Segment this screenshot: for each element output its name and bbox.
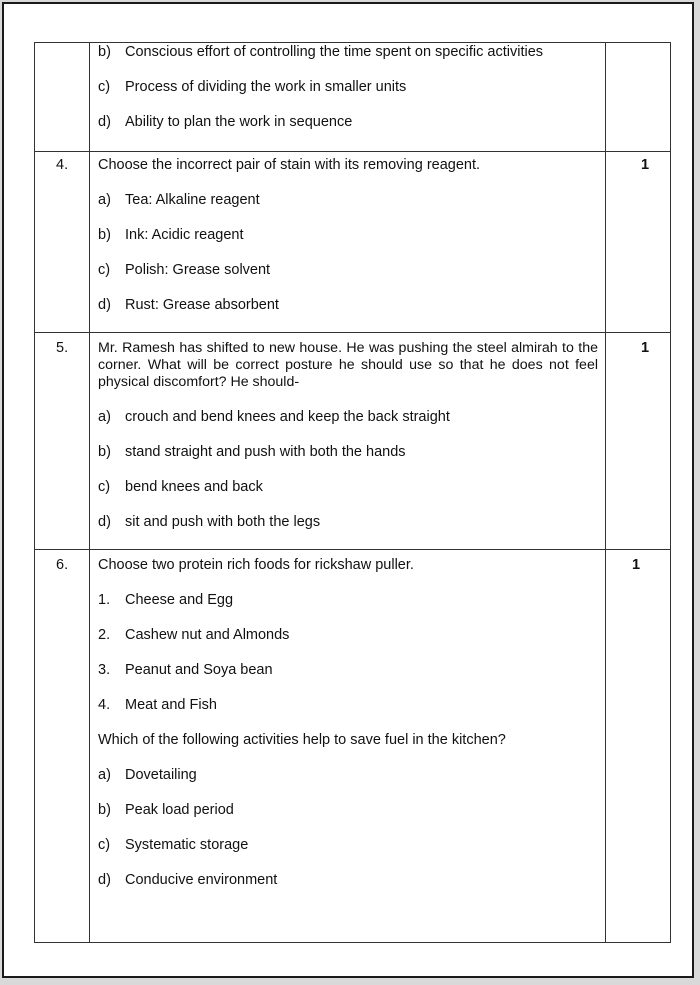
q6-marks: 1 bbox=[632, 557, 641, 573]
row-divider-4 bbox=[34, 151, 671, 152]
q6-alt-question: Which of the following activities help to save fuel in the kitchen? bbox=[98, 732, 506, 748]
q6-option-2: 2. Cashew nut and Almonds bbox=[98, 627, 290, 643]
q3-option-d: d) Ability to plan the work in sequence bbox=[98, 114, 353, 130]
q6-option-1: 1. Cheese and Egg bbox=[98, 592, 234, 608]
q5-question: Mr. Ramesh has shifted to new house. He was pushing the steel almirah to the corner. What will be correct posture he should use so that he does not feel physical discomfort? He should- bbox=[98, 340, 598, 390]
q4-option-d: d) Rust: Grease absorbent bbox=[98, 297, 279, 313]
q4-option-c: c) Polish: Grease solvent bbox=[98, 262, 271, 278]
table-divider-marks bbox=[605, 42, 606, 943]
q4-number: 4. bbox=[56, 157, 69, 173]
table-border-top bbox=[34, 42, 671, 43]
q5-marks: 1 bbox=[641, 340, 650, 356]
q6-alt-option-c: c) Systematic storage bbox=[98, 837, 249, 853]
table-border-right bbox=[670, 42, 671, 943]
q5-number: 5. bbox=[56, 340, 69, 356]
table-divider-number bbox=[89, 42, 90, 943]
q4-option-a: a) Tea: Alkaline reagent bbox=[98, 192, 260, 208]
q6-number: 6. bbox=[56, 557, 69, 573]
row-divider-6 bbox=[34, 549, 671, 550]
q6-option-3: 3. Peanut and Soya bean bbox=[98, 662, 273, 678]
q3-option-b: b) Conscious effort of controlling the time spent on specific activities bbox=[98, 44, 544, 60]
page-frame bbox=[2, 2, 694, 978]
q3-option-c: c) Process of dividing the work in smaller units bbox=[98, 79, 407, 95]
q5-option-d: d) sit and push with both the legs bbox=[98, 514, 321, 530]
q6-option-4: 4. Meat and Fish bbox=[98, 697, 217, 713]
q6-alt-option-a: a) Dovetailing bbox=[98, 767, 197, 783]
q5-option-b: b) stand straight and push with both the hands bbox=[98, 444, 406, 460]
q6-question: Choose two protein rich foods for rickshaw puller. bbox=[98, 557, 414, 573]
q5-option-a: a) crouch and bend knees and keep the back straight bbox=[98, 409, 450, 425]
q4-option-b: b) Ink: Acidic reagent bbox=[98, 227, 244, 243]
q4-question: Choose the incorrect pair of stain with its removing reagent. bbox=[98, 157, 481, 173]
q5-option-c: c) bend knees and back bbox=[98, 479, 263, 495]
q4-marks: 1 bbox=[641, 157, 650, 173]
question-table bbox=[34, 42, 671, 943]
q6-alt-option-d: d) Conducive environment bbox=[98, 872, 278, 888]
table-border-left bbox=[34, 42, 35, 943]
row-divider-5 bbox=[34, 332, 671, 333]
q6-alt-option-b: b) Peak load period bbox=[98, 802, 234, 818]
table-border-bottom bbox=[34, 942, 671, 943]
